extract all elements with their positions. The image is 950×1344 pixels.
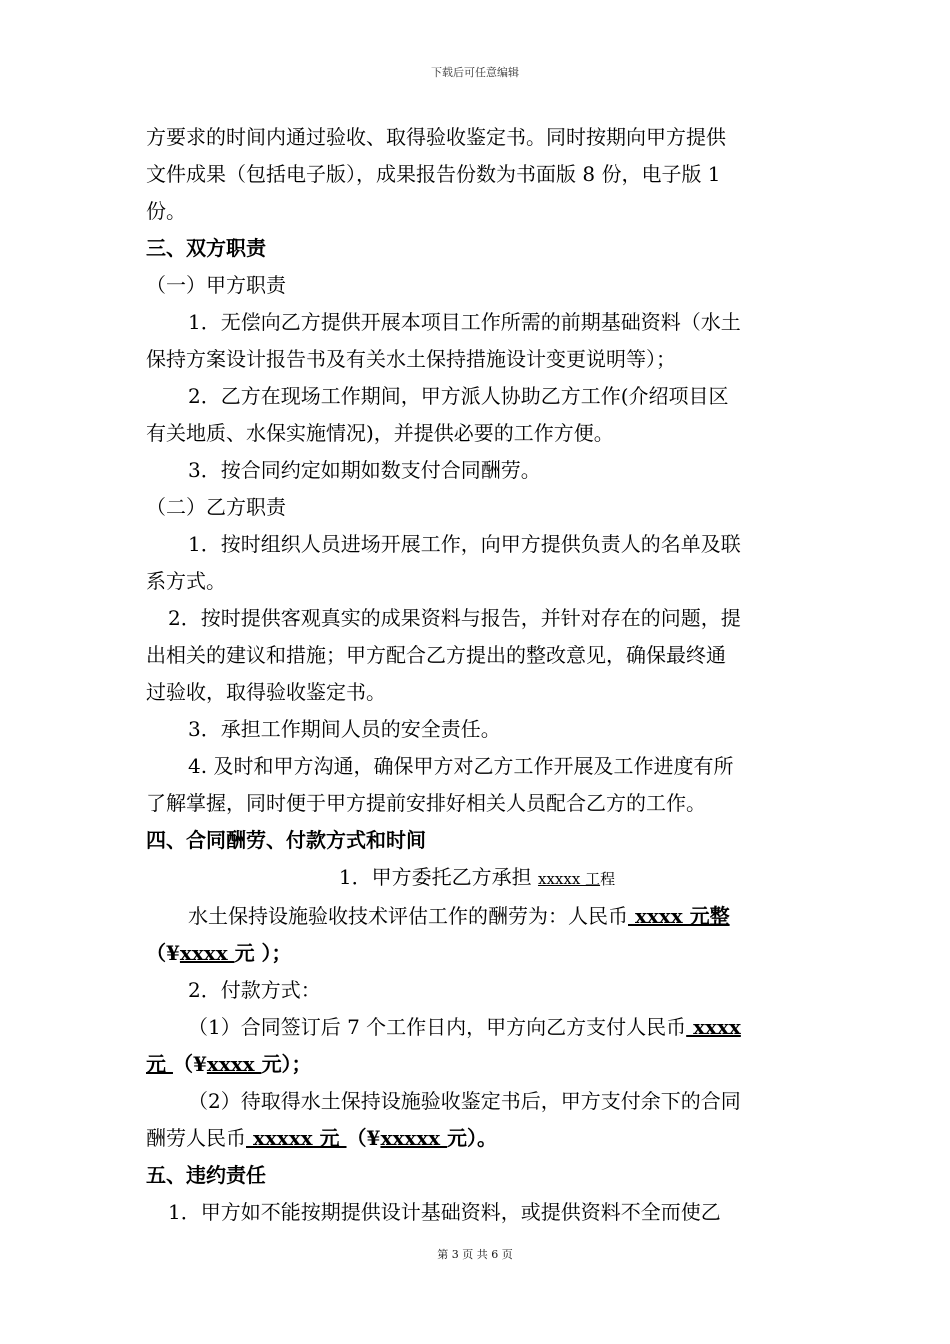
text-line: 系方式。 — [146, 569, 226, 593]
underlined-placeholder: xxxx — [179, 941, 235, 965]
section-heading: 三、双方职责 — [146, 236, 266, 260]
text-line: 了解掌握，同时便于甲方提前安排好相关人员配合乙方的工作。 — [146, 791, 706, 815]
underlined-placeholder: xxxxx 工 — [538, 870, 601, 888]
text-line — [146, 1009, 808, 1046]
text-span: 酬劳人民币 — [146, 1126, 246, 1150]
text-line — [146, 859, 808, 898]
text-line: 1．无偿向乙方提供开展本项目工作所需的前期基础资料（水土 — [188, 310, 741, 334]
underlined-placeholder: xxxxx 元 — [246, 1126, 347, 1150]
subsection-heading: （二）乙方职责 — [146, 495, 286, 519]
text-line: 2．乙方在现场工作期间，甲方派人协助乙方工作(介绍项目区 — [188, 384, 729, 408]
text-line: 1．甲方如不能按期提供设计基础资料，或提供资料不全而使乙 — [168, 1200, 721, 1224]
text-line: 3．按合同约定如期如数支付合同酬劳。 — [188, 458, 541, 482]
text-line: 文件成果（包括电子版），成果报告份数为书面版 8 份，电子版 1 — [146, 162, 721, 186]
text-line — [146, 1046, 808, 1083]
text-line — [146, 898, 808, 935]
text-span: 元）； — [261, 1052, 312, 1076]
page-header: 下载后可任意编辑 — [431, 66, 519, 79]
text-span: 程 — [600, 870, 616, 888]
text-span: 元）。 — [447, 1126, 498, 1150]
text-line: 3．承担工作期间人员的安全责任。 — [188, 717, 501, 741]
text-line: 保持方案设计报告书及有关水土保持措施设计变更说明等）； — [146, 347, 676, 371]
text-span: （¥ — [172, 1052, 207, 1076]
text-line: 4. 及时和甲方沟通，确保甲方对乙方工作开展及工作进度有所 — [188, 754, 734, 778]
text-line — [146, 1120, 808, 1157]
underlined-placeholder: 元 — [146, 1052, 173, 1076]
section-heading: 四、合同酬劳、付款方式和时间 — [146, 828, 426, 852]
section-heading: 五、违约责任 — [146, 1163, 266, 1187]
subsection-heading: （一）甲方职责 — [146, 273, 286, 297]
underlined-placeholder: xxxxx — [380, 1126, 448, 1150]
page-footer: 第 3 页 共 6 页 — [437, 1248, 513, 1261]
text-line: 过验收，取得验收鉴定书。 — [146, 680, 386, 704]
text-span: 水土保持设施验收技术评估工作的酬劳为：人民币 — [188, 904, 628, 928]
underlined-placeholder: xxxx — [206, 1052, 262, 1076]
text-line: 份。 — [146, 199, 186, 223]
text-line: 2．按时提供客观真实的成果资料与报告，并针对存在的问题，提 — [168, 606, 741, 630]
text-line: （2）待取得水土保持设施验收鉴定书后，甲方支付余下的合同 — [188, 1089, 741, 1113]
text-span: （¥ — [146, 941, 180, 965]
text-line — [146, 935, 808, 972]
text-line: 方要求的时间内通过验收、取得验收鉴定书。同时按期向甲方提供 — [146, 125, 726, 149]
text-span: 元 ）； — [234, 941, 292, 965]
underlined-placeholder: xxxx 元整 — [628, 904, 730, 928]
text-line: 出相关的建议和措施；甲方配合乙方提出的整改意见，确保最终通 — [146, 643, 726, 667]
text-span: （1）合同签订后 7 个工作日内，甲方向乙方支付人民币 — [188, 1015, 687, 1039]
underlined-placeholder: xxxx — [686, 1015, 741, 1039]
text-span: （¥ — [346, 1126, 381, 1150]
text-line: 有关地质、水保实施情况)，并提供必要的工作方便。 — [146, 421, 614, 445]
document-body — [146, 119, 808, 1231]
text-span: 1．甲方委托乙方承担 — [338, 865, 538, 889]
text-line: 1．按时组织人员进场开展工作，向甲方提供负责人的名单及联 — [188, 532, 741, 556]
text-line: 2．付款方式： — [188, 978, 321, 1002]
